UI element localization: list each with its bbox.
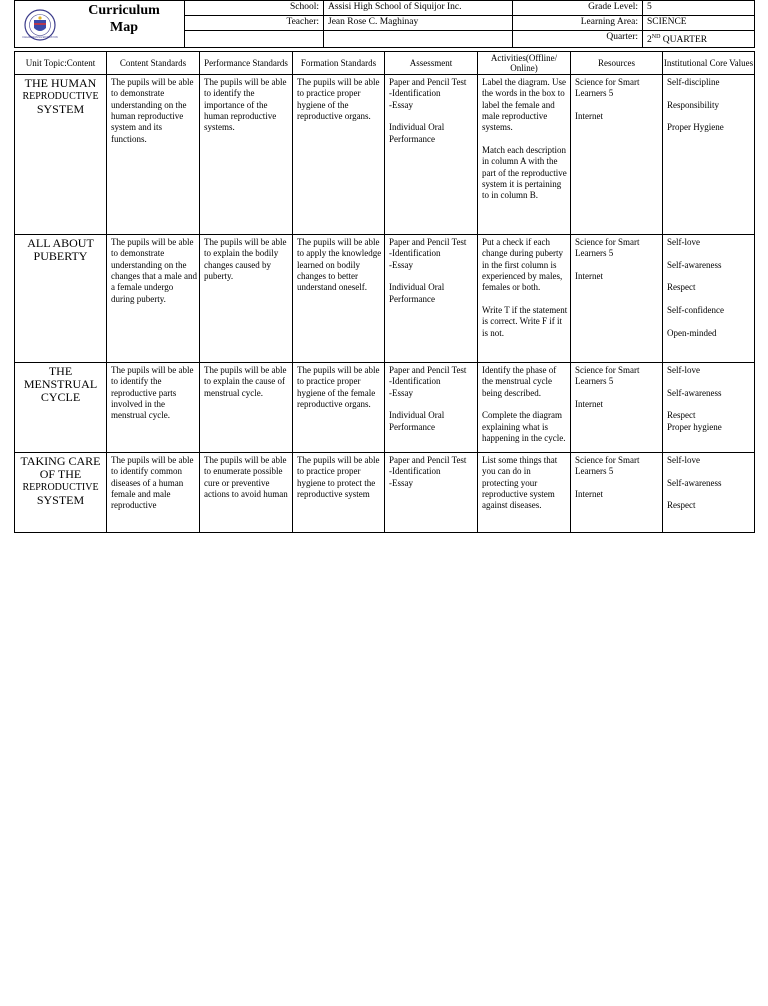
content-standard: The pupils will be able to demonstrate understanding on the changes that a male and a female undergo during puberty. bbox=[107, 235, 200, 363]
teacher-label: Teacher: bbox=[185, 16, 324, 31]
formation-standard: The pupils will be able to apply the knowledge learned on bodily changes to better understand oneself. bbox=[293, 235, 385, 363]
seal-text: KAGAWARAN NG EDUKASYON bbox=[22, 36, 58, 39]
logo-title-cell bbox=[15, 1, 185, 48]
table-row bbox=[15, 235, 755, 363]
content-standard: The pupils will be able to identify common diseases of a human female and male reproductive bbox=[107, 453, 200, 533]
page-title: Curriculum Map bbox=[88, 3, 160, 35]
header-table bbox=[14, 0, 755, 48]
unit-topic: THE HUMAN REPRODUCTIVE SYSTEM bbox=[15, 75, 107, 235]
blank-cell-a bbox=[185, 31, 324, 48]
deped-seal-icon bbox=[24, 9, 56, 41]
resources: Science for Smart Learners 5 Internet bbox=[571, 363, 663, 453]
performance-standard: The pupils will be able to enumerate possible cure or preventive actions to avoid human bbox=[200, 453, 293, 533]
col-content-standards: Content Standards bbox=[107, 52, 200, 75]
activities: Put a check if each change during puberty in the first column is experienced by males, females or both. Write T if the statement is correct. Write F if it is not. bbox=[478, 235, 571, 363]
unit-topic: ALL ABOUT PUBERTY bbox=[15, 235, 107, 363]
quarter-value: 2ND QUARTER bbox=[643, 31, 755, 48]
col-formation-standards: Formation Standards bbox=[293, 52, 385, 75]
unit-topic: THE MENSTRUAL CYCLE bbox=[15, 363, 107, 453]
activities: Label the diagram. Use the words in the box to label the female and male reproductive systems. Match each description in column A with the part of the reproductive system it is pertaining to in column B. bbox=[478, 75, 571, 235]
grade-value: 5 bbox=[643, 1, 755, 16]
col-activities: Activities(Offline/ Online) bbox=[478, 52, 571, 75]
area-label: Learning Area: bbox=[513, 16, 643, 31]
assessment: Paper and Pencil Test -Identification -Essay bbox=[385, 453, 478, 533]
blank-cell-b bbox=[324, 31, 513, 48]
quarter-label: Quarter: bbox=[513, 31, 643, 48]
resources: Science for Smart Learners 5 Internet bbox=[571, 75, 663, 235]
grade-label: Grade Level: bbox=[513, 1, 643, 16]
assessment: Paper and Pencil Test -Identification -Essay Individual Oral Performance bbox=[385, 235, 478, 363]
content-standard: The pupils will be able to identify the reproductive parts involved in the menstrual cycle. bbox=[107, 363, 200, 453]
formation-standard: The pupils will be able to practice proper hygiene of the reproductive organs. bbox=[293, 75, 385, 235]
formation-standard: The pupils will be able to practice proper hygiene to protect the reproductive system bbox=[293, 453, 385, 533]
assessment: Paper and Pencil Test -Identification -Essay Individual Oral Performance bbox=[385, 75, 478, 235]
school-value: Assisi High School of Siquijor Inc. bbox=[324, 1, 513, 16]
formation-standard: The pupils will be able to practice proper hygiene of the female reproductive organs. bbox=[293, 363, 385, 453]
assessment: Paper and Pencil Test -Identification -Essay Individual Oral Performance bbox=[385, 363, 478, 453]
curriculum-map-sheet bbox=[14, 0, 754, 511]
curriculum-table bbox=[14, 51, 755, 533]
area-value: SCIENCE bbox=[643, 16, 755, 31]
col-core-values: Institutional Core Values bbox=[663, 52, 755, 75]
performance-standard: The pupils will be able to explain the cause of menstrual cycle. bbox=[200, 363, 293, 453]
col-resources: Resources bbox=[571, 52, 663, 75]
unit-topic: TAKING CARE OF THE REPRODUCTIVE SYSTEM bbox=[15, 453, 107, 533]
col-performance-standards: Performance Standards bbox=[200, 52, 293, 75]
teacher-value: Jean Rose C. Maghinay bbox=[324, 16, 513, 31]
school-label-left: School: bbox=[185, 1, 324, 16]
table-row bbox=[15, 75, 755, 235]
performance-standard: The pupils will be able to identify the importance of the human reproductive systems. bbox=[200, 75, 293, 235]
core-values: Self-discipline Responsibility Proper Hygiene bbox=[663, 75, 755, 235]
table-row bbox=[15, 363, 755, 453]
content-standard: The pupils will be able to demonstrate understanding on the human reproductive system and its functions. bbox=[107, 75, 200, 235]
resources: Science for Smart Learners 5 Internet bbox=[571, 453, 663, 533]
performance-standard: The pupils will be able to explain the bodily changes caused by puberty. bbox=[200, 235, 293, 363]
col-assessment: Assessment bbox=[385, 52, 478, 75]
activities: Identify the phase of the menstrual cycle being described. Complete the diagram explaining what is happening in the cycle. bbox=[478, 363, 571, 453]
activities: List some things that you can do in protecting your reproductive system against diseases. bbox=[478, 453, 571, 533]
core-values: Self-love Self-awareness Respect Self-confidence Open-minded bbox=[663, 235, 755, 363]
core-values: Self-love Self-awareness Respect Proper hygiene bbox=[663, 363, 755, 453]
resources: Science for Smart Learners 5 Internet bbox=[571, 235, 663, 363]
core-values: Self-love Self-awareness Respect bbox=[663, 453, 755, 533]
column-header-row bbox=[15, 52, 755, 75]
table-row bbox=[15, 453, 755, 533]
col-unit-topic: Unit Topic:Content bbox=[15, 52, 107, 75]
